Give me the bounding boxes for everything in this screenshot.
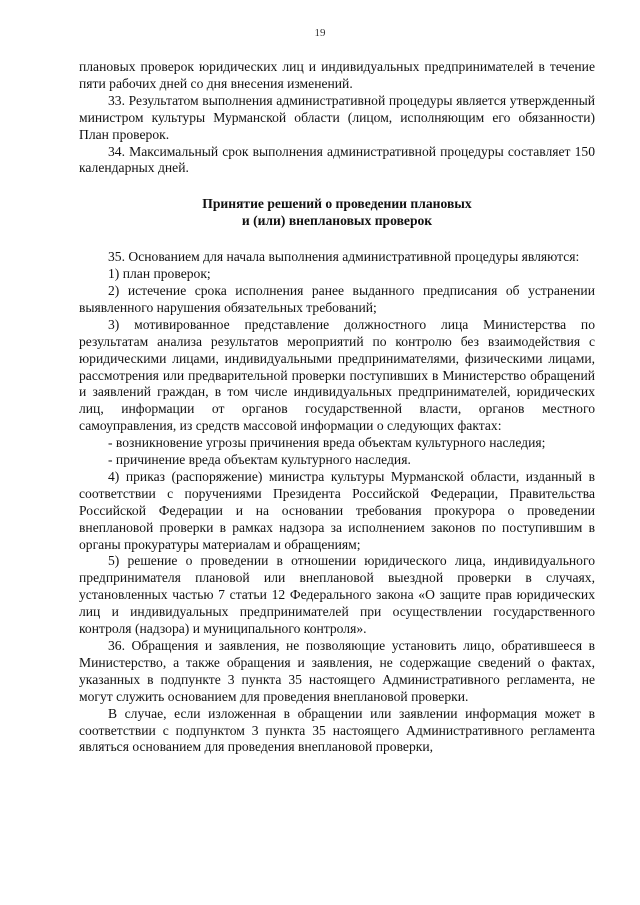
- paragraph-34: 34. Максимальный срок выполнения административной процедуры составляет 150 календарных дней.: [79, 143, 595, 176]
- paragraph-36-continued: В случае, если изложенная в обращении или заявлении информация может в соответствии с подпунктом 3 пункта 35 настоящего Административного регламента являться основанием для проведения внеплановой проверки,: [79, 705, 595, 755]
- section-heading: [79, 196, 595, 230]
- list-item-35-5: 5) решение о проведении в отношении юридического лица, индивидуального предпринимателя плановой или внеплановой выездной проверки в случаях, установленных частью 7 статьи 12 Федерального закона «О защите прав юридических лиц и индивидуальных предпринимателей при осуществлении государственного контроля (надзора) и муниципального контроля».: [79, 553, 595, 637]
- section-heading-line-1: Принятие решений о проведении плановых: [202, 196, 472, 212]
- list-item-35-4: 4) приказ (распоряжение) министра культуры Мурманской области, изданный в соответствии с поручениями Президента Российской Федерации, Правительства Российской Федерации и на основании требования прокурора о проведении внеплановой проверки в рамках надзора за исполнением законов по поступившим в органы прокуратуры материалам и обращениям;: [79, 468, 595, 552]
- paragraph-33: 33. Результатом выполнения административной процедуры является утвержденный министром культуры Мурманской области (лицом, исполняющим его обязанности) План проверок.: [79, 92, 595, 142]
- page-content: [79, 59, 595, 756]
- section-heading-line-2: и (или) внеплановых проверок: [241, 213, 433, 229]
- list-item-bullet-threat: - возникновение угрозы причинения вреда объектам культурного наследия;: [108, 435, 546, 451]
- list-item-35-3: 3) мотивированное представление должностного лица Министерства по результатам анализа результатов мероприятий по контролю без взаимодействия с юридическими лицами, индивидуальными предпринимателями, физическими лицами, рассмотрения или предварительной проверки поступивших в Министерство обращений и заявлений граждан, в том числе индивидуальных предпринимателей, юридических лиц, информации от органов государственной власти, органов местного самоуправления, из средств массовой информации о следующих фактах:: [79, 316, 595, 434]
- list-item-35-1: 1) план проверок;: [108, 266, 211, 282]
- paragraph-36: 36. Обращения и заявления, не позволяющие установить лицо, обратившееся в Министерство, а также обращения и заявления, не содержащие сведений о фактах, указанных в подпункте 3 пункта 35 настоящего Административного регламента, не могут служить основанием для проведения внеплановой проверки.: [79, 638, 595, 704]
- list-item-35-2: 2) истечение срока исполнения ранее выданного предписания об устранении выявленного нарушения обязательных требований;: [79, 282, 595, 315]
- list-item-bullet-harm: - причинение вреда объектам культурного наследия.: [108, 452, 411, 468]
- paragraph-continuation: плановых проверок юридических лиц и индивидуальных предпринимателей в течение пяти рабочих дней со дня внесения изменений.: [79, 59, 595, 91]
- paragraph-35: 35. Основанием для начала выполнения административной процедуры являются:: [108, 249, 580, 265]
- page-number: 19: [314, 27, 326, 39]
